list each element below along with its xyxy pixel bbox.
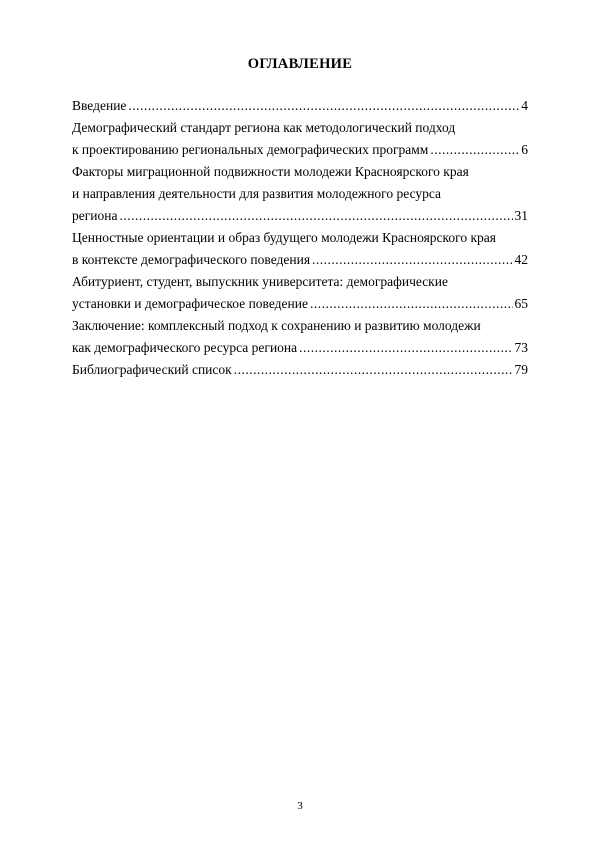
toc-entry-text: и направления деятельности для развития молодежного ресурса (72, 186, 442, 201)
toc-entry-line (72, 139, 528, 161)
toc-page-number: 65 (514, 296, 528, 311)
toc-entry-value-orientations[interactable] (72, 227, 528, 271)
toc-entry-line (72, 183, 528, 205)
toc-entry-line (72, 161, 528, 183)
toc-entry-line (72, 271, 528, 293)
dot-leader (430, 139, 519, 161)
toc-entry-text: в контексте демографического поведения (72, 252, 311, 267)
toc-entry-line (72, 359, 528, 381)
toc-entry-text: установки и демографическое поведение (72, 296, 308, 311)
toc-title: ОГЛАВЛЕНИЕ (247, 56, 353, 72)
toc-entry-text: к проектированию региональных демографических программ (72, 142, 429, 157)
toc-entry-applicant-student-graduate[interactable] (72, 271, 528, 315)
toc-entry-line (72, 249, 528, 271)
toc-entry-bibliography[interactable] (72, 359, 528, 381)
dot-leader (119, 205, 512, 227)
toc-entry-text: Факторы миграционной подвижности молодежи Красноярского края (72, 164, 469, 179)
page-number: 3 (297, 800, 303, 812)
toc-entry-text: региона (72, 208, 118, 223)
toc-page-number: 79 (514, 362, 528, 377)
toc-entry-line (72, 95, 528, 117)
dot-leader (128, 95, 519, 117)
toc-entry-line (72, 227, 528, 249)
toc-entry-text: Заключение: комплексный подход к сохранению и развитию молодежи (72, 318, 481, 333)
toc-entry-line (72, 205, 528, 227)
toc-entry-migration-factors[interactable] (72, 161, 528, 227)
toc-entry-conclusion[interactable] (72, 315, 528, 359)
dot-leader (234, 359, 513, 381)
toc-entry-text: Демографический стандарт региона как методологический подход (72, 120, 456, 135)
table-of-contents (72, 95, 528, 381)
toc-entry-text: Абитуриент, студент, выпускник университета: демографические (72, 274, 448, 289)
toc-page-number: 42 (514, 252, 528, 267)
toc-page-number: 31 (514, 208, 528, 223)
toc-page-number: 73 (514, 340, 528, 355)
dot-leader (299, 337, 512, 359)
toc-entry-text: Ценностные ориентации и образ будущего молодежи Красноярского края (72, 230, 496, 245)
toc-entry-line (72, 117, 528, 139)
toc-entry-text: Библиографический список (72, 362, 232, 377)
toc-entry-text: как демографического ресурса региона (72, 340, 298, 355)
toc-entry-line (72, 315, 528, 337)
toc-page-number: 4 (521, 98, 528, 113)
toc-entry-line (72, 337, 528, 359)
toc-page-number: 6 (521, 142, 528, 157)
toc-entry-introduction[interactable] (72, 95, 528, 117)
toc-entry-demographic-standard[interactable] (72, 117, 528, 161)
toc-entry-text: Введение (72, 98, 127, 113)
dot-leader (310, 293, 513, 315)
dot-leader (312, 249, 512, 271)
toc-entry-line (72, 293, 528, 315)
